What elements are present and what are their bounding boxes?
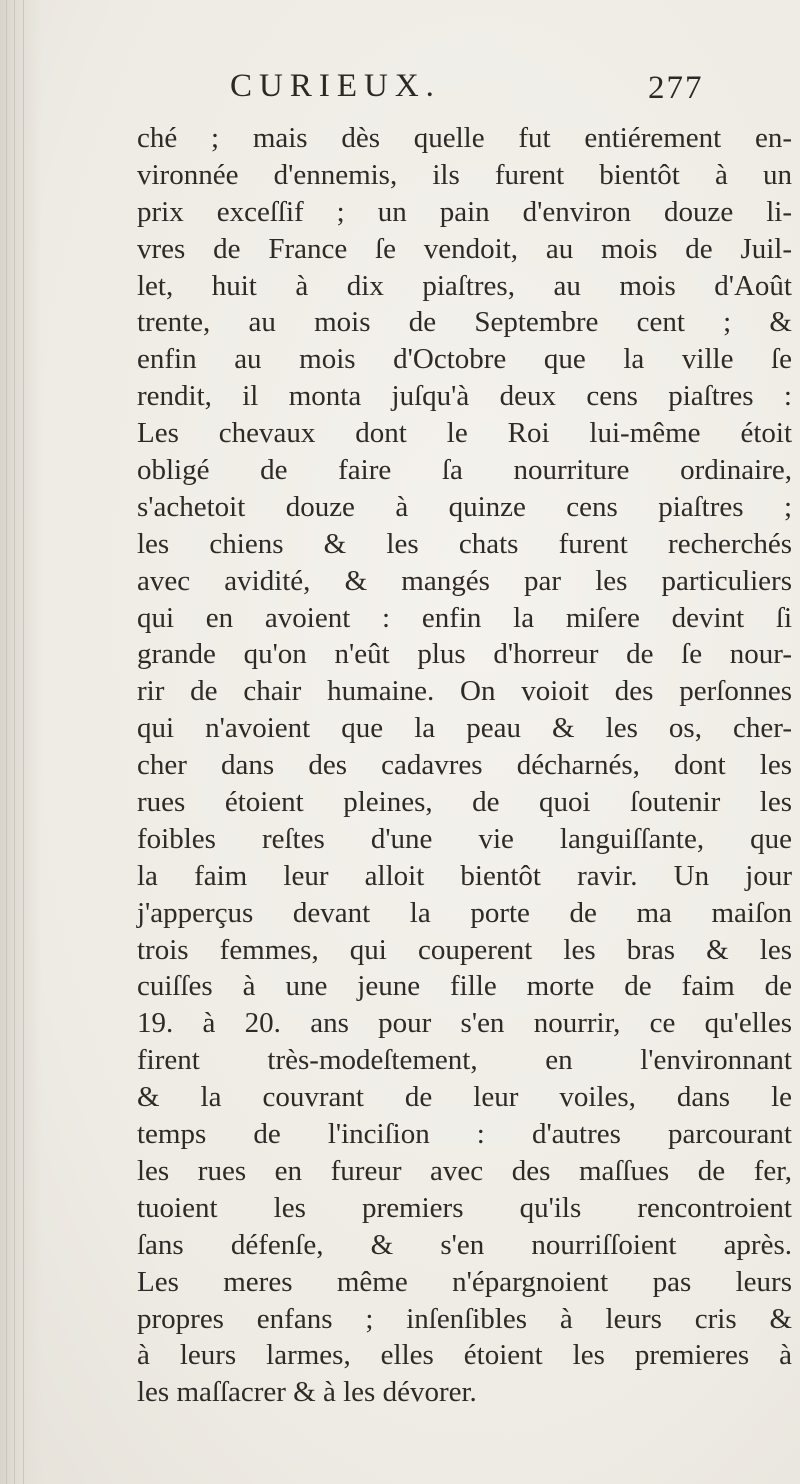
text-line: les chiens & les chats furent recherchés [137, 527, 792, 560]
gutter-line [14, 0, 15, 1484]
text-line: à leurs larmes, elles étoient les premieres à [137, 1339, 792, 1372]
text-line: ſans défenſe, & s'en nourriſſoient après. [137, 1228, 792, 1261]
page-header [120, 68, 760, 108]
text-line: Les chevaux dont le Roi lui-même étoit [137, 417, 792, 450]
text-line: enfin au mois d'Octobre que la ville ſe [137, 343, 792, 376]
text-line: qui n'avoient que la peau & les os, cher- [137, 712, 792, 745]
text-line: ché ; mais dès quelle fut entiérement en- [137, 122, 792, 154]
text-line: rues étoient pleines, de quoi ſoutenir les [137, 786, 792, 819]
text-line: la faim leur alloit bientôt ravir. Un jour [137, 859, 792, 892]
text-line: qui en avoient : enfin la miſere devint ſi [137, 601, 792, 634]
text-line: propres enfans ; inſenſibles à leurs cris & [137, 1302, 792, 1335]
text-line: s'achetoit douze à quinze cens piaſtres ; [137, 490, 792, 523]
text-line: les maſſacrer & à les dévorer. [137, 1376, 477, 1409]
gutter-line [23, 0, 24, 1484]
text-line: vres de France ſe vendoit, au mois de Juil- [137, 232, 792, 265]
text-line: rir de chair humaine. On voioit des perſonnes [137, 675, 792, 708]
text-line: obligé de faire ſa nourriture ordinaire, [137, 454, 792, 487]
text-line: rendit, il monta juſqu'à deux cens piaſtres : [137, 380, 792, 413]
body-text [137, 120, 797, 1411]
text-line: Les meres même n'épargnoient pas leurs [137, 1265, 792, 1298]
text-line: avec avidité, & mangés par les particuliers [137, 564, 792, 597]
text-line: 19. à 20. ans pour s'en nourrir, ce qu'elles [137, 1007, 792, 1040]
text-line: & la couvrant de leur voiles, dans le [137, 1081, 792, 1114]
text-line: trois femmes, qui couperent les bras & les [137, 933, 792, 966]
text-line: j'apperçus devant la porte de ma maiſon [137, 896, 792, 929]
text-line: trente, au mois de Septembre cent ; & [137, 306, 792, 339]
text-line: cher dans des cadavres décharnés, dont les [137, 749, 792, 782]
text-line: firent très-modeſtement, en l'environnant [137, 1044, 792, 1077]
page-number: 277 [648, 70, 704, 106]
text-line: grande qu'on n'eût plus d'horreur de ſe nour- [137, 638, 792, 671]
text-line: temps de l'inciſion : d'autres parcourant [137, 1118, 792, 1151]
running-title: CURIEUX. [230, 68, 441, 104]
text-line: vironnée d'ennemis, ils furent bientôt à un [137, 158, 792, 191]
text-line: let, huit à dix piaſtres, au mois d'Août [137, 269, 792, 302]
binding-gutter [0, 0, 42, 1484]
text-line: les rues en fureur avec des maſſues de fer, [137, 1154, 792, 1187]
text-line: prix exceſſif ; un pain d'environ douze li- [137, 195, 792, 228]
gutter-line [6, 0, 7, 1484]
text-line: tuoient les premiers qu'ils rencontroient [137, 1191, 792, 1224]
text-line: foibles reſtes d'une vie languiſſante, que [137, 822, 792, 855]
text-line: cuiſſes à une jeune fille morte de faim de [137, 970, 792, 1003]
